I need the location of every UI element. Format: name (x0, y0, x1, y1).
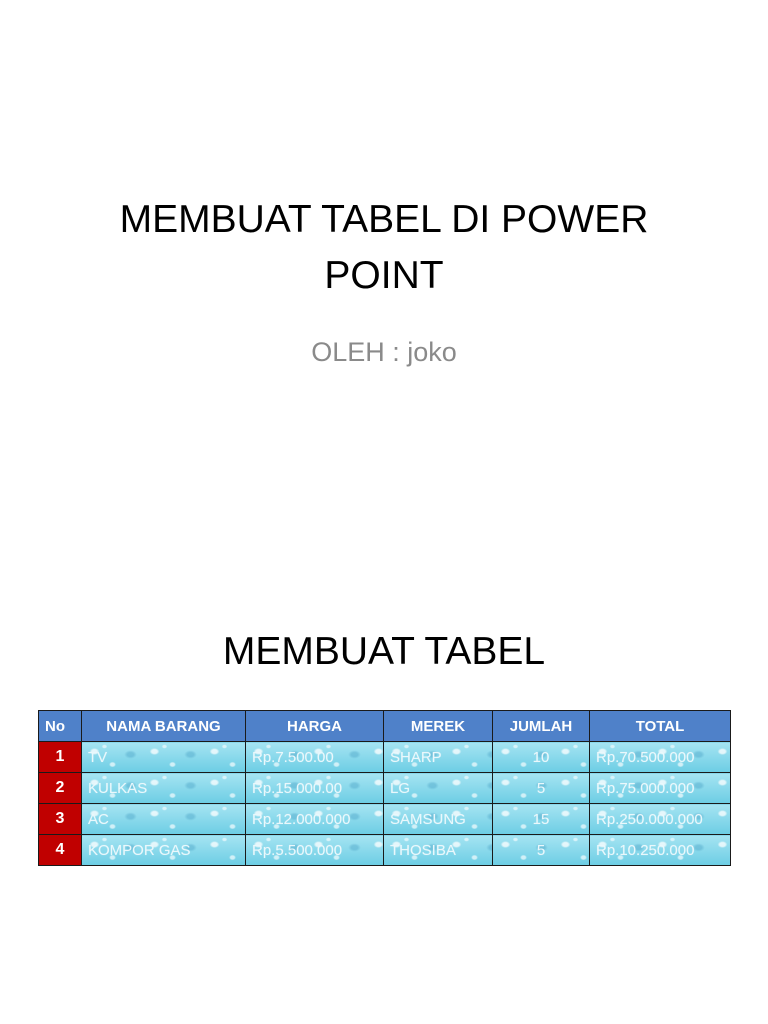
header-no: No (39, 711, 82, 742)
slide-1-subtitle: OLEH : joko (311, 337, 457, 367)
cell-no: 1 (39, 742, 82, 773)
slide-1-title: MEMBUAT TABEL DI POWER POINT (119, 198, 649, 297)
cell-merek: LG (384, 773, 493, 804)
cell-jumlah: 5 (493, 835, 590, 866)
table-row (39, 773, 731, 804)
cell-harga: Rp.12.000.000 (246, 804, 384, 835)
cell-merek: SAMSUNG (384, 804, 493, 835)
cell-harga: Rp.15.000.00 (246, 773, 384, 804)
slide-2-title: MEMBUAT TABEL (222, 630, 546, 673)
table-row (39, 835, 731, 866)
cell-no: 3 (39, 804, 82, 835)
cell-total: Rp.10.250.000 (590, 835, 731, 866)
cell-nama-barang: KULKAS (82, 773, 246, 804)
cell-harga: Rp.7.500.00 (246, 742, 384, 773)
cell-harga: Rp.5.500.000 (246, 835, 384, 866)
header-merek: MEREK (384, 711, 493, 742)
table-row (39, 804, 731, 835)
cell-nama-barang: KOMPOR GAS (82, 835, 246, 866)
table-header-row (39, 711, 731, 742)
product-table (38, 710, 731, 866)
cell-nama-barang: AC (82, 804, 246, 835)
cell-merek: THOSIBA (384, 835, 493, 866)
header-harga: HARGA (246, 711, 384, 742)
cell-total: Rp.75.000.000 (590, 773, 731, 804)
cell-merek: SHARP (384, 742, 493, 773)
cell-jumlah: 5 (493, 773, 590, 804)
cell-jumlah: 10 (493, 742, 590, 773)
header-total: TOTAL (590, 711, 731, 742)
table-row (39, 742, 731, 773)
slide-table (0, 576, 768, 1024)
cell-jumlah: 15 (493, 804, 590, 835)
cell-total: Rp.250.000.000 (590, 804, 731, 835)
cell-nama-barang: TV (82, 742, 246, 773)
cell-no: 2 (39, 773, 82, 804)
header-nama-barang: NAMA BARANG (82, 711, 246, 742)
cell-no: 4 (39, 835, 82, 866)
header-jumlah: JUMLAH (493, 711, 590, 742)
cell-total: Rp.70.500.000 (590, 742, 731, 773)
